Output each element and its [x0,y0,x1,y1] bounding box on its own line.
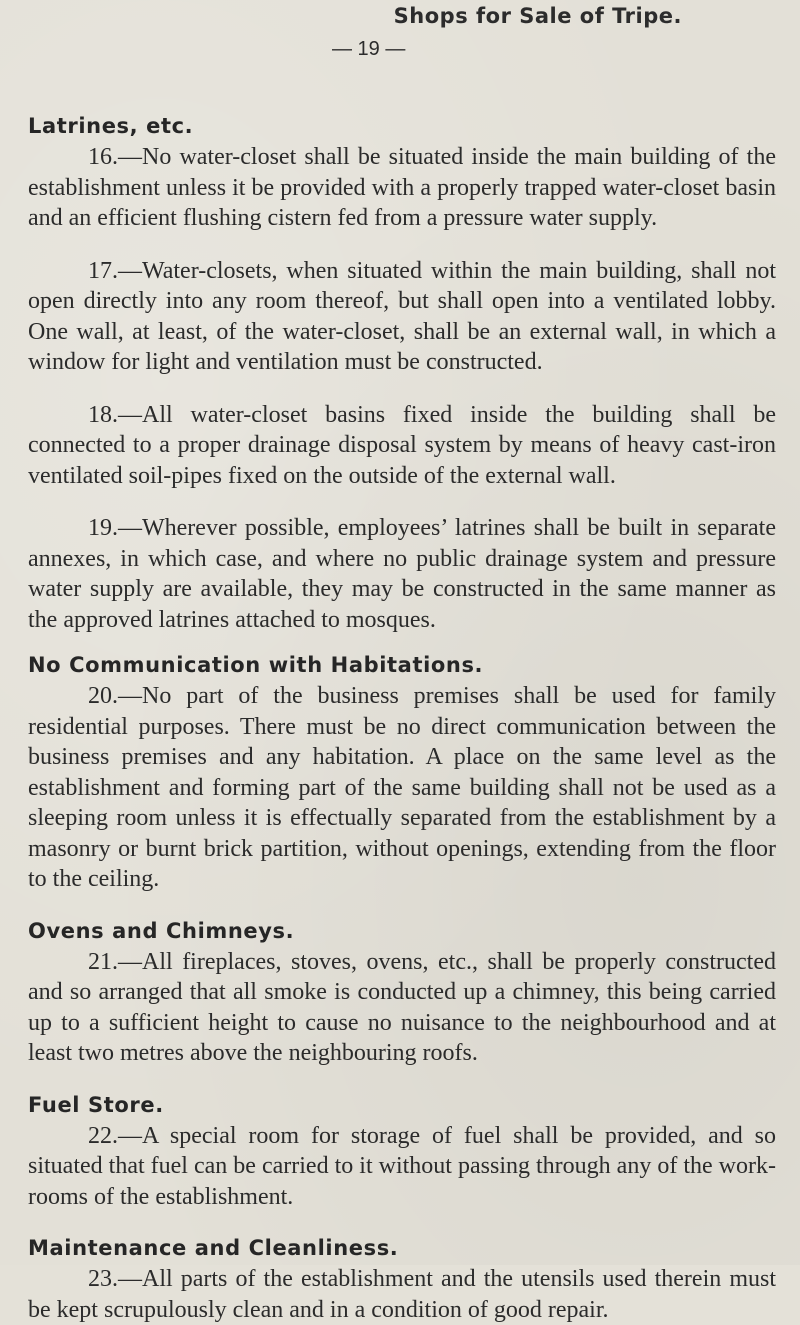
clause-18: 18.—All water-closet basins fixed inside the building shall be connected to a proper drainage disposal system by means of heavy cast-iron ventilated soil-pipes fixed on the outside of the external wall. [28,401,776,489]
clause-17: 17.—Water-closets, when situated within the main building, shall not open directly into any room thereof, but shall open into a ventilated lobby. One wall, at least, of the water-closet, shall be an external wall, in which a window for light and ventilation must be constructed. [28,257,776,375]
section-ovens-chimneys [28,915,776,1069]
clause-22: 22.—A special room for storage of fuel shall be provided, and so situated that fuel can be carried to it without passing through any of the work-rooms of the establishment. [28,1122,776,1210]
clause-23: 23.—All parts of the establishment and the utensils used therein must be kept scrupulously clean and in a condition of good repair. [28,1266,776,1323]
page-number: — 19 — [332,38,406,60]
page-body [28,110,776,1325]
section-latrines [28,110,776,635]
running-title: Shops for Sale of Tripe. [393,4,682,28]
section-heading: Maintenance and Cleanliness. [28,1236,399,1260]
section-no-communication [28,649,776,895]
section-heading: Fuel Store. [28,1092,164,1117]
clause-19: 19.—Wherever possible, employees’ latrines shall be built in separate annexes, in which case, and where no public drainage system and pressure water supply are available, they may be constructed in the same manner as the approved latrines attached to mosques. [28,515,776,633]
section-heading: No Communication with Habitations. [28,653,484,677]
section-maintenance [28,1232,776,1325]
section-fuel-store [28,1089,776,1213]
section-heading: Ovens and Chimneys. [28,918,295,943]
clause-21: 21.—All fireplaces, stoves, ovens, etc., shall be properly constructed and so arranged that all smoke is conducted up a chimney, this being carried up to a sufficient height to cause no nuisance to the neighbourhood and at least two metres above the neighbouring roofs. [28,948,776,1066]
clause-16: 16.—No water-closet shall be situated inside the main building of the establishment unless it be provided with a properly trapped water-closet basin and an efficient flushing cistern fed from a pressure water supply. [28,144,776,231]
section-heading: Latrines, etc. [28,114,194,138]
clause-20: 20.—No part of the business premises shall be used for family residential purposes. There must be no direct communication between the business premises and any habitation. A place on the same level as the establishment and forming part of the same building shall not be used as a sleeping room unless it is effectually separated from the establishment by a masonry or burnt brick partition, without openings, extending from the floor to the ceiling. [28,683,776,892]
